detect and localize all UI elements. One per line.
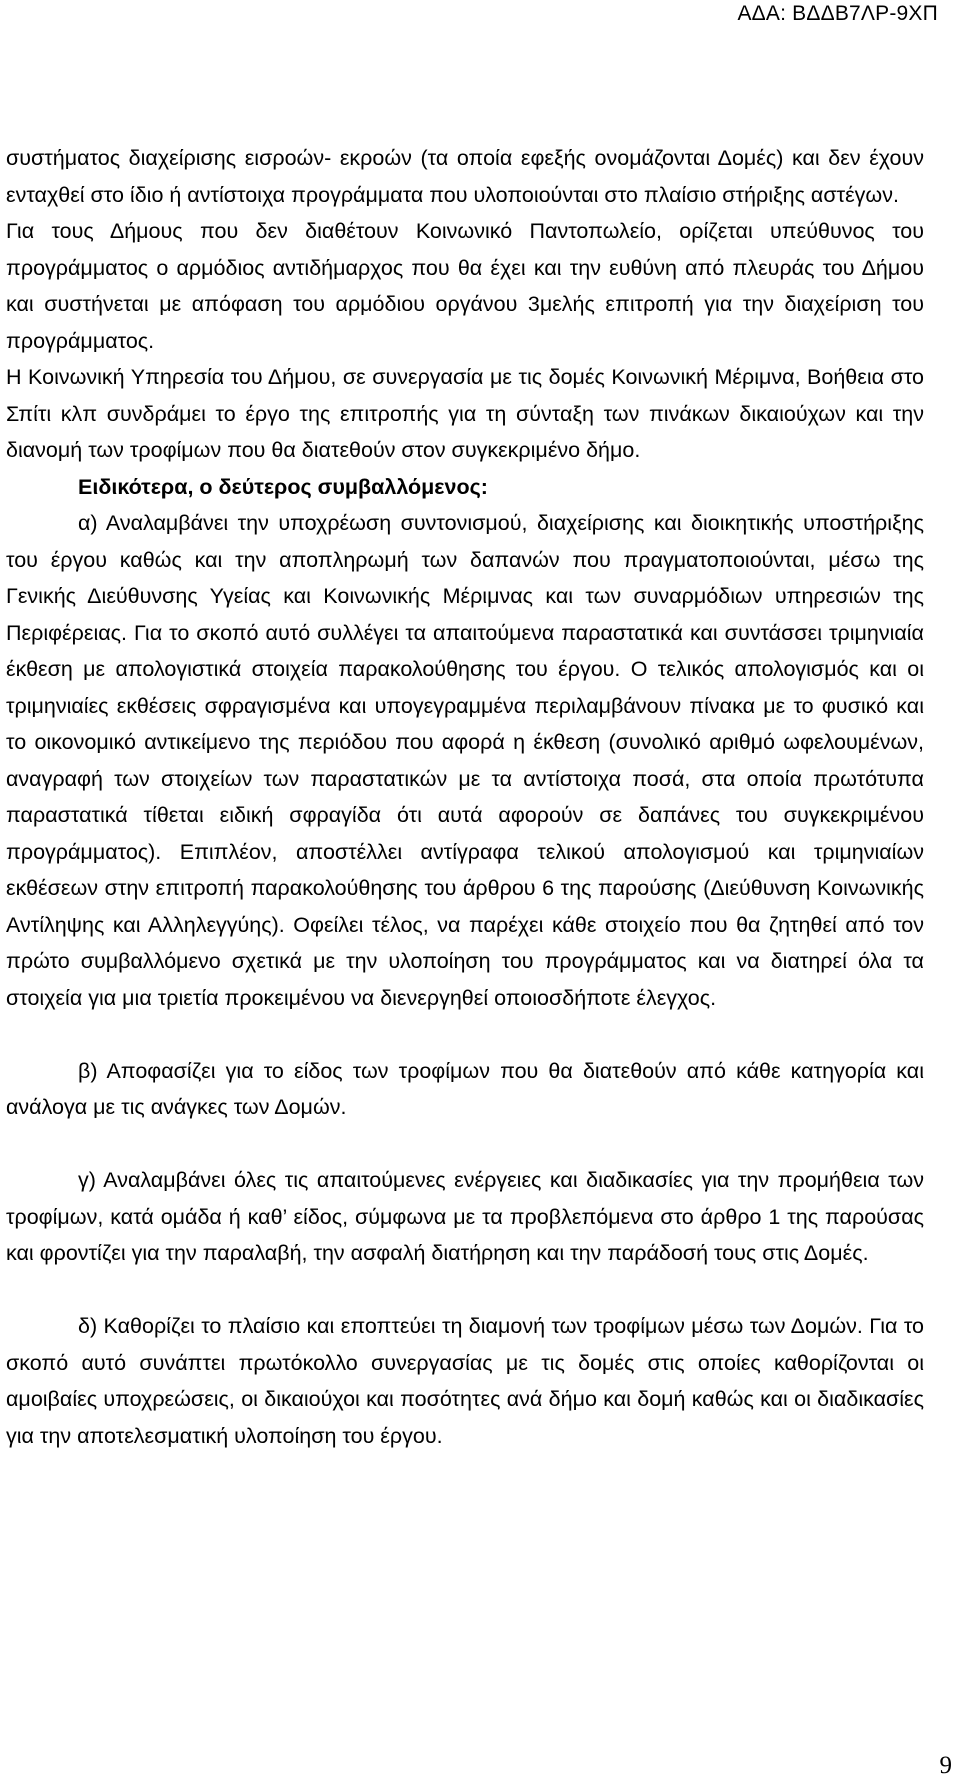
document-code: ΑΔΑ: ΒΔΔΒ7ΛΡ-9ΧΠ (737, 2, 938, 25)
item-d: δ) Καθορίζει το πλαίσιο και εποπτεύει τη διαμονή των τροφίμων μέσω των Δομών. Για το σκοπό αυτό συνάπτει πρωτόκολλο συνεργασίας με τις δομές στις οποίες καθορίζονται οι αμοιβαίες υποχρεώσεις, οι δικαιούχοι και ποσότητες ανά δήμο και δομή καθώς και οι διαδικασίες για την αποτελεσματική υλοποίηση του έργου. (6, 1314, 924, 1448)
spacer (6, 1126, 924, 1163)
document-body (6, 140, 924, 1454)
spacer (6, 1272, 924, 1309)
item-b: β) Αποφασίζει για το είδος των τροφίμων που θα διατεθούν από κάθε κατηγορία και ανάλογα με τις ανάγκες των Δομών. (6, 1058, 924, 1119)
paragraph-3: Η Κοινωνική Υπηρεσία του Δήμου, σε συνεργασία με τις δομές Κοινωνική Μέριμνα, Βοήθεια στο Σπίτι κλπ συνδράμει το έργο της επιτροπής για τη σύνταξη των πινάκων δικαιούχων και την διανομή των τροφίμων που θα διατεθούν στον συγκεκριμένο δήμο. (6, 365, 924, 462)
item-a: α) Αναλαμβάνει την υποχρέωση συντονισμού, διαχείρισης και διοικητικής υποστήριξης του έργου καθώς και την αποπληρωμή των δαπανών που πραγματοποιούνται, μέσω της Γενικής Διεύθυνσης Υγείας και Κοινωνικής Μέριμνας και των συναρμόδιων υπηρεσιών της Περιφέρειας. Για το σκοπό αυτό συλλέγει τα απαιτούμενα παραστατικά και συντάσσει τριμηνιαία έκθεση με απολογιστικά στοιχεία παρακολούθησης του έργου. Ο τελικός απολογισμός και οι τριμηνιαίες εκθέσεις σφραγισμένα και υπογεγραμμένα περιλαμβάνουν πίνακα με το φυσικό και το οικονομικό αντικείμενο της περιόδου που αφορά η έκθεση (συνολικό αριθμό ωφελουμένων, αναγραφή των στοιχείων των παραστατικών με τα αντίστοιχα ποσά, στα οποία πρωτότυπα παραστατικά τίθεται ειδική σφραγίδα ότι αυτά αφορούν σε δαπάνες του συγκεκριμένου προγράμματος). Επιπλέον, αποστέλλει αντίγραφα τελικού απολογισμού και τριμηνιαίων εκθέσεων στην επιτροπή παρακολούθησης του άρθρου 6 της παρούσης (Διεύθυνση Κοινωνικής Αντίληψης και Αλληλεγγύης). Οφείλει τέλος, να παρέχει κάθε στοιχείο που θα ζητηθεί από τον πρώτο συμβαλλόμενο σχετικά με την υλοποίηση του προγράμματος και να διατηρεί όλα τα στοιχεία για μια τριετία προκειμένου να διενεργηθεί οποιοσδήποτε έλεγχος. (6, 511, 924, 1010)
paragraph-2: Για τους Δήμους που δεν διαθέτουν Κοινωνικό Παντοπωλείο, ορίζεται υπεύθυνος του προγράμματος ο αρμόδιος αντιδήμαρχος που θα έχει και την ευθύνη από πλευράς του Δήμου και συστήνεται με απόφαση του αρμόδιου οργάνου 3μελής επιτροπή για την διαχείριση του προγράμματος. (6, 219, 924, 353)
spacer (6, 1016, 924, 1053)
item-c: γ) Αναλαμβάνει όλες τις απαιτούμενες ενέργειες και διαδικασίες για την προμήθεια των τροφίμων, κατά ομάδα ή καθ’ είδος, σύμφωνα με τα προβλεπόμενα στο άρθρο 1 της παρούσας και φροντίζει για την παραλαβή, την ασφαλή διατήρηση και την παράδοσή τους στις Δομές. (6, 1168, 924, 1265)
page-number: 9 (939, 1752, 952, 1779)
section-heading: Ειδικότερα, ο δεύτερος συμβαλλόμενος: (78, 474, 488, 499)
paragraph-1: συστήματος διαχείρισης εισροών- εκροών (τα οποία εφεξής ονομάζονται Δομές) και δεν έχουν ενταχθεί στο ίδιο ή αντίστοιχα προγράμματα που υλοποιούνται στο πλαίσιο στήριξης αστέγων. (6, 146, 924, 207)
